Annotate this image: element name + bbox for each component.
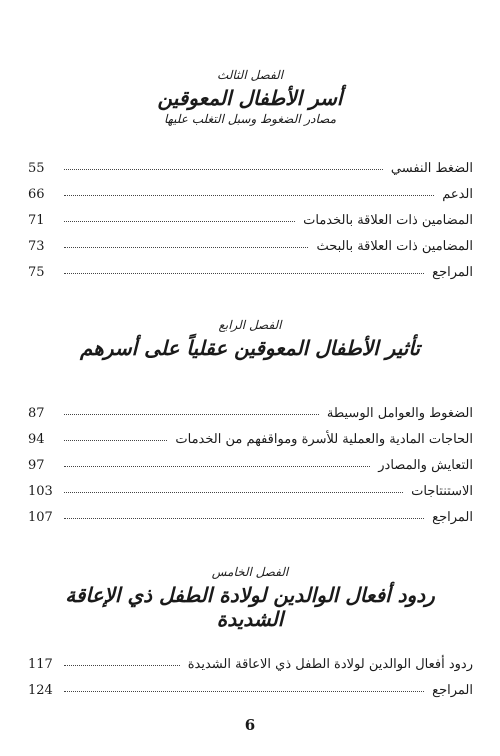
toc-entry[interactable] xyxy=(28,150,473,176)
chapter-title: ردود أفعال الوالدين لولادة الطفل ذي الإعاقة الشديدة xyxy=(65,583,435,631)
chapter-title: أسر الأطفال المعوقين xyxy=(157,86,343,110)
toc-entry-title: المراجع xyxy=(432,265,473,280)
toc-entry-title: الدعم xyxy=(442,187,473,202)
chapter-label: الفصل الرابع xyxy=(218,318,282,332)
dot-leader xyxy=(64,492,403,493)
toc-entry-title: المضامين ذات العلاقة بالبحث xyxy=(316,239,473,254)
dot-leader xyxy=(64,247,308,248)
chapter-3-heading xyxy=(30,68,470,126)
toc-entry-page: 103 xyxy=(28,484,53,499)
toc-entry[interactable] xyxy=(28,473,473,499)
dot-leader xyxy=(64,273,424,274)
toc-entry[interactable] xyxy=(28,176,473,202)
dot-leader xyxy=(64,221,295,222)
toc-entry[interactable] xyxy=(28,447,473,473)
dot-leader xyxy=(64,414,319,415)
dot-leader xyxy=(64,466,370,467)
toc-entry-title: ردود أفعال الوالدين لولادة الطفل ذي الاعاقة الشديدة xyxy=(187,657,473,672)
chapter-title: تأثير الأطفال المعوقين عقلياً على أسرهم xyxy=(80,336,420,360)
toc-entry[interactable] xyxy=(28,646,473,672)
toc-entry-title: الاستنتاجات xyxy=(411,484,473,499)
toc-entry-title: الحاجات المادية والعملية للأسرة ومواقفهم من الخدمات xyxy=(175,432,473,447)
toc-entry-title: التعايش والمصادر xyxy=(378,458,473,473)
toc-entry-title: المراجع xyxy=(432,683,473,698)
toc-entry-page: 97 xyxy=(28,458,45,473)
toc-entry[interactable] xyxy=(28,228,473,254)
toc-entry-page: 73 xyxy=(28,239,45,254)
toc-entry-page: 87 xyxy=(28,406,45,421)
toc-entry-page: 66 xyxy=(28,187,45,202)
page-number: 6 xyxy=(244,716,256,734)
toc-entry-title: المضامين ذات العلاقة بالخدمات xyxy=(303,213,473,228)
chapter-label: الفصل الثالث xyxy=(216,68,284,82)
chapter-4-toc xyxy=(28,395,473,525)
toc-entry-page: 55 xyxy=(28,161,45,176)
toc-entry-page: 71 xyxy=(28,213,45,228)
dot-leader xyxy=(64,195,434,196)
toc-entry-page: 75 xyxy=(28,265,45,280)
chapter-4-heading xyxy=(30,318,470,360)
chapter-5-heading xyxy=(30,565,470,631)
chapter-subtitle: مصادر الضغوط وسبل التغلب عليها xyxy=(163,112,337,126)
toc-entry[interactable] xyxy=(28,202,473,228)
toc-entry-page: 94 xyxy=(28,432,45,447)
dot-leader xyxy=(64,665,180,666)
toc-entry-page: 107 xyxy=(28,510,53,525)
toc-entry[interactable] xyxy=(28,254,473,280)
dot-leader xyxy=(64,691,424,692)
dot-leader xyxy=(64,169,383,170)
toc-entry[interactable] xyxy=(28,672,473,698)
dot-leader xyxy=(64,440,167,441)
toc-entry[interactable] xyxy=(28,421,473,447)
dot-leader xyxy=(64,518,424,519)
toc-entry-title: المراجع xyxy=(432,510,473,525)
toc-entry-page: 124 xyxy=(28,683,53,698)
toc-entry-title: الضغوط والعوامل الوسيطة xyxy=(326,406,473,421)
toc-entry-page: 117 xyxy=(28,657,53,672)
toc-entry[interactable] xyxy=(28,499,473,525)
toc-entry-title: الضغط النفسي xyxy=(390,161,473,176)
toc-entry[interactable] xyxy=(28,395,473,421)
chapter-label: الفصل الخامس xyxy=(211,565,289,579)
chapter-5-toc xyxy=(28,646,473,698)
chapter-3-toc xyxy=(28,150,473,280)
